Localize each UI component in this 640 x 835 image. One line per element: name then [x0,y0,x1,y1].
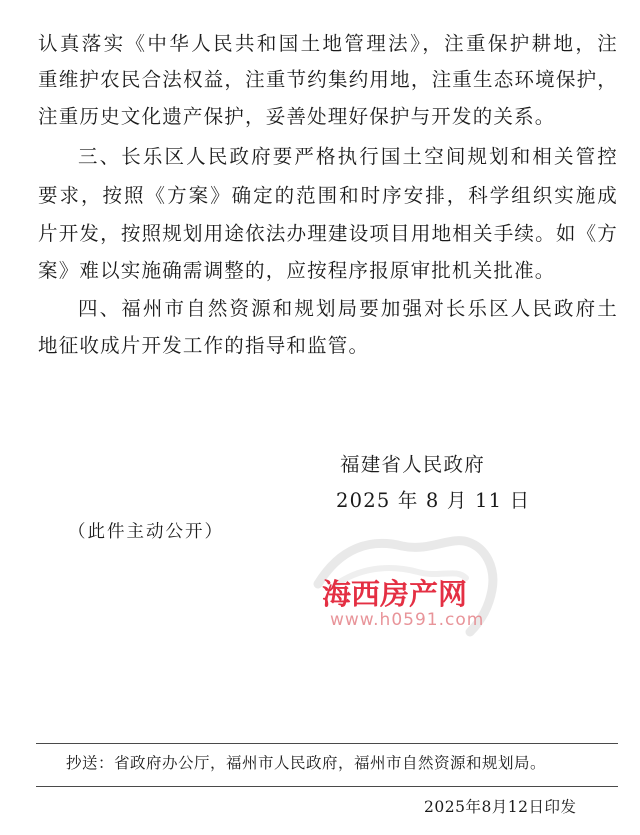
body-line-3: 注重历史文化遗产保护，妥善处理好保护与开发的关系。 [38,105,556,128]
body-line-1: 认真落实《中华人民共和国土地管理法》，注重保护耕地，注 [38,32,618,55]
body-line-4: 三、长乐区人民政府要严格执行国土空间规划和相关管控 [78,145,618,168]
disclosure-note: （此件主动公开） [68,522,224,542]
issuer-signature: 福建省人民政府 [340,453,485,476]
cc-list: 抄送：省政府办公厅，福州市人民政府，福州市自然资源和规划局。 [66,754,547,772]
signature-date: 2025 年 8 月 11 日 [336,489,531,512]
body-line-9: 地征收成片开发工作的指导和监管。 [38,334,370,357]
issue-date: 2025年8月12日印发 [424,798,577,816]
body-line-2: 重维护农民合法权益，注重节约集约用地，注重生态环境保护， [38,68,618,91]
body-line-6: 片开发，按照规划用途依法办理建设项目用地相关手续。如《方 [38,222,618,245]
body-line-8: 四、福州市自然资源和规划局要加强对长乐区人民政府土 [78,297,618,320]
footer-rule-top [36,743,618,744]
watermark-url: www.h0591.com [330,610,485,630]
body-line-7: 案》难以实施确需调整的，应按程序报原审批机关批准。 [38,259,556,282]
footer-rule-bottom [36,786,618,787]
body-line-5: 要求，按照《方案》确定的范围和时序安排，科学组织实施成 [38,184,618,207]
watermark-brand: 海西房产网 [322,577,468,611]
